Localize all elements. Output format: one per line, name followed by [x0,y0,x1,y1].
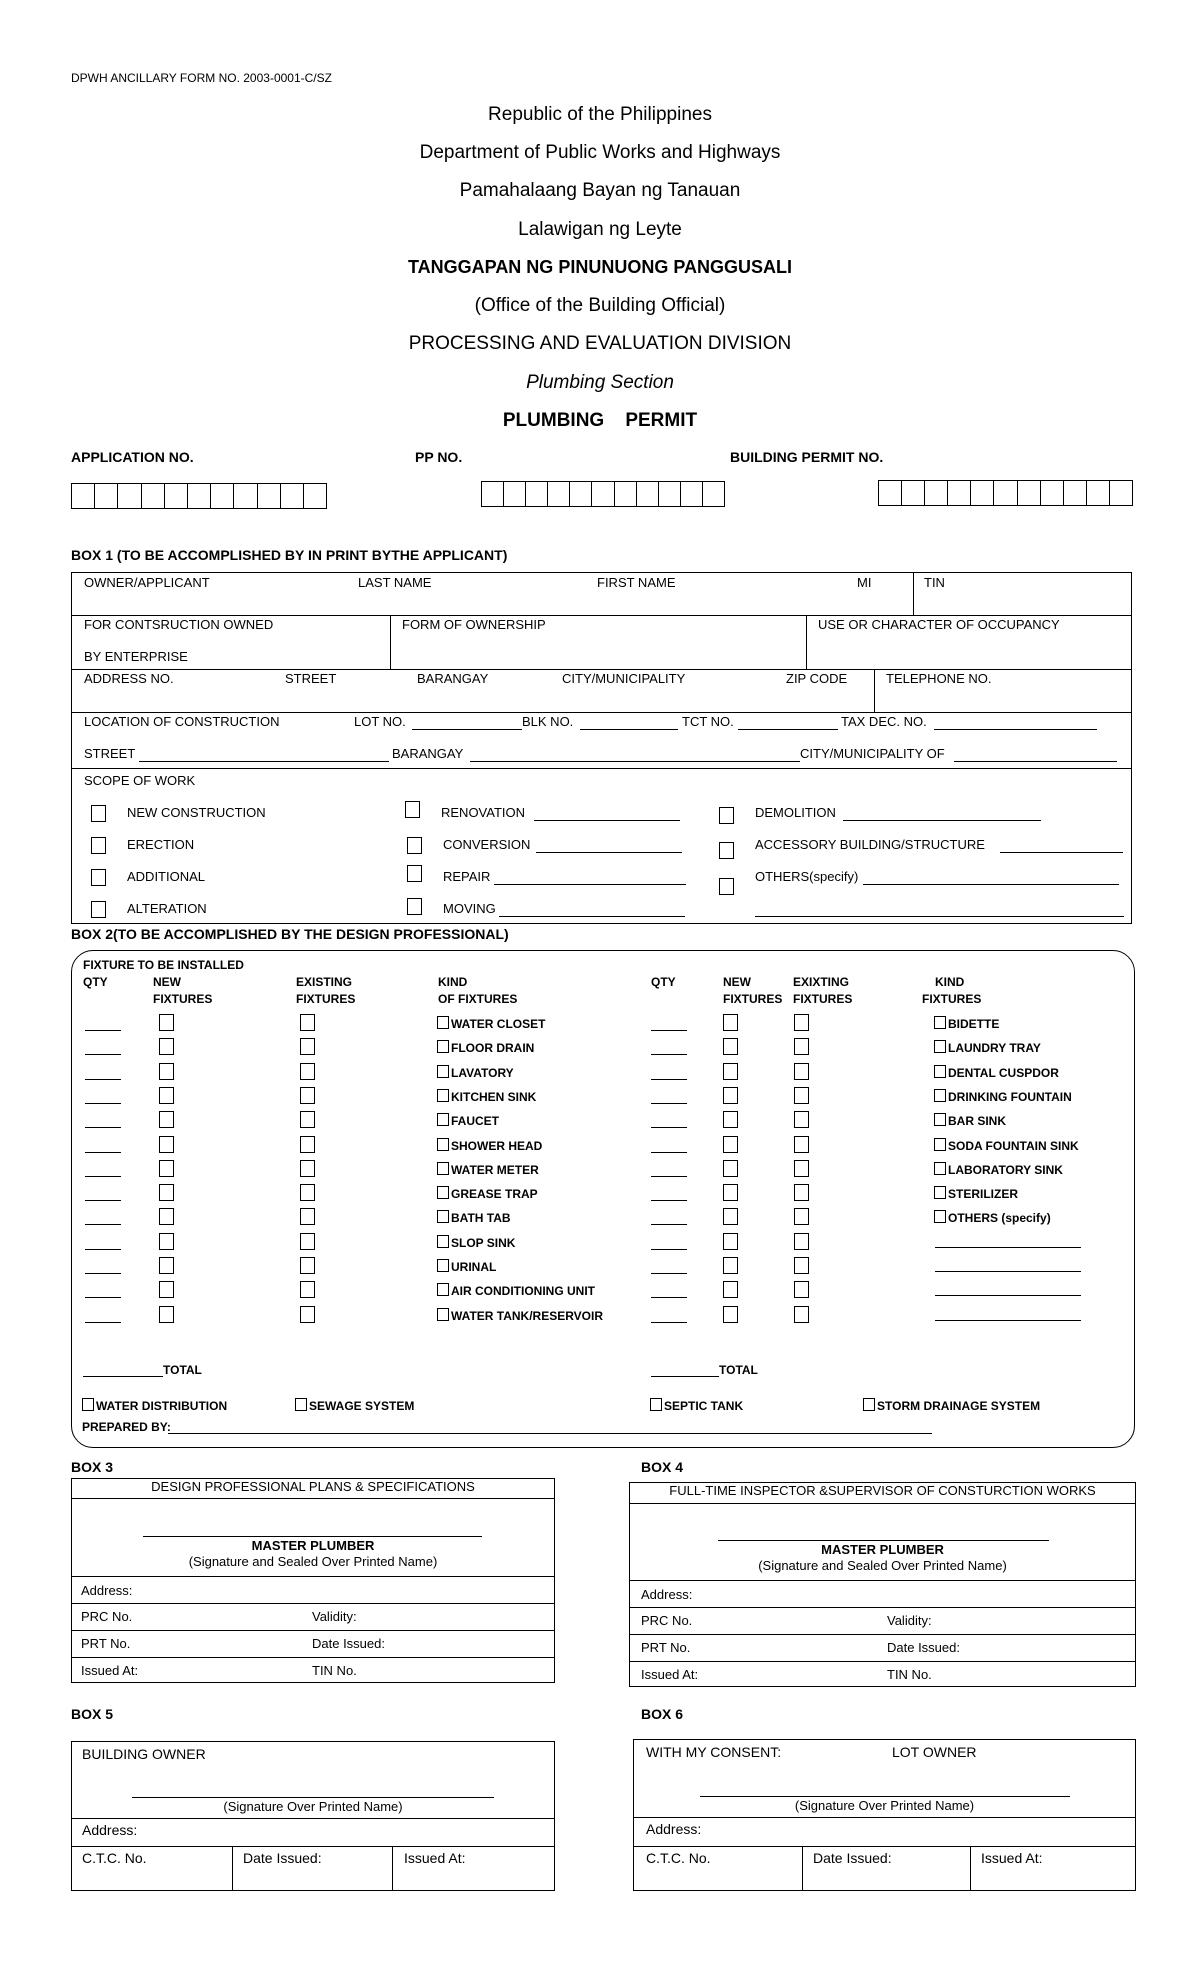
box4-prt-label: PRT No. [641,1640,691,1655]
others-specify-line[interactable] [935,1320,1081,1321]
fixture-kind-checkbox[interactable] [437,1162,449,1175]
scope-option-label: ALTERATION [127,901,207,916]
existing-fixture-checkbox[interactable] [794,1087,809,1104]
box5-signature-caption: (Signature Over Printed Name) [223,1799,403,1814]
existing-fixture-checkbox[interactable] [794,1208,809,1225]
telephone-label: TELEPHONE NO. [886,671,992,686]
new-fixture-checkbox[interactable] [723,1281,738,1298]
box6-signature-line[interactable] [700,1796,1070,1797]
fixture-kind[interactable] [934,1138,1079,1153]
box5-issued-at-label: Issued At: [404,1850,466,1866]
fixture-kind-checkbox[interactable] [437,1210,449,1223]
qty-field[interactable] [85,1176,121,1177]
box6-frame [633,1739,1136,1891]
scope-option-label: DEMOLITION [755,805,836,820]
box6-label: BOX 6 [641,1706,684,1722]
scope-of-work-label: SCOPE OF WORK [84,773,196,788]
qty-field[interactable] [651,1079,687,1080]
new-fixture-checkbox[interactable] [159,1111,174,1128]
total-field-right[interactable] [651,1376,719,1377]
additional-checkbox[interactable] [91,869,106,886]
fixture-kind-checkbox[interactable] [934,1138,946,1151]
box5-address-label: Address: [82,1822,138,1838]
water-distribution-checkbox[interactable] [82,1398,94,1411]
fixture-kind[interactable] [934,1162,1063,1177]
fixture-kind-label: STERILIZER [948,1187,1019,1201]
fixture-kind-checkbox[interactable] [934,1016,946,1029]
form-number: DPWH ANCILLARY FORM NO. 2003-0001-C/SZ [71,71,332,85]
header-municipality: Pamahalaang Bayan ng Tanauan [459,180,741,201]
fixture-kind-label: LAUNDRY TRAY [948,1041,1041,1055]
kind-header: KIND [438,975,468,989]
new-fixture-checkbox[interactable] [723,1014,738,1031]
fixture-kind[interactable] [934,1186,1018,1201]
existing-fixture-checkbox[interactable] [300,1014,315,1031]
new-fixture-checkbox[interactable] [159,1063,174,1080]
qty-field[interactable] [85,1249,121,1250]
alteration-checkbox[interactable] [91,901,106,918]
scope-option-label: REPAIR [443,869,491,884]
building-permit-no-field[interactable] [878,480,1133,506]
header-department: Department of Public Works and Highways [419,142,781,163]
existing-fixture-checkbox[interactable] [794,1233,809,1250]
street-label: STREET [285,671,337,686]
city-of-field[interactable] [954,761,1117,762]
scope-option-label: OTHERS(specify) [755,869,859,884]
fixture-kind-checkbox[interactable] [437,1283,449,1296]
box3-prc-label: PRC No. [81,1609,133,1624]
application-no-label: APPLICATION NO. [71,449,194,465]
new-fixture-checkbox[interactable] [723,1038,738,1055]
new-fixture-checkbox[interactable] [159,1184,174,1201]
box1-title: BOX 1 (TO BE ACCOMPLISHED BY IN PRINT BYTHE APPLICANT) [71,547,508,563]
scope-option-label: RENOVATION [441,805,526,820]
barangay-label: BARANGAY [417,671,489,686]
qty-field[interactable] [651,1297,687,1298]
fixture-kind-label: URINAL [451,1260,497,1274]
storm-drainage-option[interactable] [863,1398,1040,1413]
lot-no-field[interactable] [412,729,522,730]
septic-tank-checkbox[interactable] [650,1398,662,1411]
conversion-checkbox[interactable] [407,837,422,854]
existing-fixture-checkbox[interactable] [794,1136,809,1153]
qty-field[interactable] [85,1054,121,1055]
new-fixture-checkbox[interactable] [723,1111,738,1128]
fixture-kind-checkbox[interactable] [437,1308,449,1321]
existing-fixture-checkbox[interactable] [794,1257,809,1274]
existing-fixture-checkbox[interactable] [300,1087,315,1104]
new-fixture-checkbox[interactable] [723,1136,738,1153]
box4-address-label: Address: [641,1587,693,1602]
new-fixture-checkbox[interactable] [723,1306,738,1323]
erection-checkbox[interactable] [91,837,106,854]
fixture-kind[interactable] [437,1016,545,1031]
qty-field[interactable] [85,1030,121,1031]
existing-fixture-checkbox[interactable] [300,1038,315,1055]
fixture-kind[interactable] [437,1065,514,1080]
tct-no-label: TCT NO. [682,714,734,729]
box3-prt-label: PRT No. [81,1636,131,1651]
fixture-kind-label: SHOWER HEAD [451,1139,543,1153]
existing-fixture-checkbox[interactable] [300,1184,315,1201]
box5-frame [71,1741,555,1891]
page-title: PLUMBING PERMIT [502,410,698,431]
fixture-kind-label: BIDETTE [948,1017,1000,1031]
existing-fixture-checkbox[interactable] [794,1184,809,1201]
pp-no-label: PP NO. [415,449,463,465]
fixture-kind[interactable] [437,1162,539,1177]
fixture-kind-label: DRINKING FOUNTAIN [948,1090,1072,1104]
box3-title: DESIGN PROFESSIONAL PLANS & SPECIFICATIONS [151,1479,475,1494]
new-fixtures-header-right: FIXTURES [723,992,783,1006]
sewage-system-checkbox[interactable] [295,1398,307,1411]
existing-fixture-checkbox[interactable] [794,1111,809,1128]
fixture-kind-label: WATER METER [451,1163,539,1177]
accessory-building-checkbox[interactable] [719,842,734,859]
box4-validity-label: Validity: [887,1613,932,1628]
new-fixture-checkbox[interactable] [159,1087,174,1104]
new-fixture-checkbox[interactable] [159,1208,174,1225]
location-of-construction-label: LOCATION OF CONSTRUCTION [84,714,280,729]
existing-fixture-checkbox[interactable] [300,1111,315,1128]
box4-frame [629,1482,1136,1687]
fixture-kind[interactable] [934,1065,1059,1080]
fixture-kind-label: KITCHEN SINK [451,1090,537,1104]
new-fixture-checkbox[interactable] [159,1014,174,1031]
fixture-kind[interactable] [437,1308,603,1323]
fixture-kind-label: BATH TAB [451,1211,511,1225]
fixture-kind-label: FAUCET [451,1114,499,1128]
fixture-kind-checkbox[interactable] [437,1138,449,1151]
header-republic: Republic of the Philippines [488,104,712,125]
existing-fixture-checkbox[interactable] [300,1281,315,1298]
box4-label: BOX 4 [641,1459,684,1475]
total-label-right: TOTAL [719,1363,758,1377]
existing-fixture-checkbox[interactable] [300,1136,315,1153]
new-fixture-checkbox[interactable] [723,1233,738,1250]
barangay2-label: BARANGAY [392,746,464,761]
new-fixture-checkbox[interactable] [159,1038,174,1055]
existing-fixture-checkbox[interactable] [300,1233,315,1250]
fixture-kind[interactable] [437,1138,542,1153]
qty-field[interactable] [85,1103,121,1104]
box5-date-issued-label: Date Issued: [243,1850,322,1866]
fixture-kind-checkbox[interactable] [437,1089,449,1102]
fixture-kind-label: FLOOR DRAIN [451,1041,535,1055]
qty-field[interactable] [651,1224,687,1225]
box6-signature-caption: (Signature Over Printed Name) [794,1798,975,1813]
fixture-kind[interactable] [437,1186,538,1201]
box6-issued-at-label: Issued At: [981,1850,1043,1866]
fixture-kind-label: LABORATORY SINK [948,1163,1063,1177]
others-specify-line[interactable] [935,1271,1081,1272]
qty-field[interactable] [651,1030,687,1031]
existing-fixture-checkbox[interactable] [794,1038,809,1055]
scope-option-label: CONVERSION [443,837,531,852]
lot-owner-label: LOT OWNER [892,1744,977,1760]
fixture-kind[interactable] [437,1235,515,1250]
new-fixture-checkbox[interactable] [159,1257,174,1274]
box4-tin-label: TIN No. [887,1667,932,1682]
existing-header: EXISTING [296,975,353,989]
kind-header-right: KIND [935,975,965,989]
fixture-kind[interactable] [437,1259,496,1274]
box3-frame [71,1478,555,1683]
fixture-kind-label: DENTAL CUSPDOR [948,1066,1059,1080]
box3-date-issued-label: Date Issued: [312,1636,385,1651]
box4-prc-label: PRC No. [641,1613,693,1628]
box4-date-issued-label: Date Issued: [887,1640,960,1655]
existing-fixture-checkbox[interactable] [300,1160,315,1177]
box3-signature-line[interactable] [143,1536,482,1537]
existing-fixture-checkbox[interactable] [300,1306,315,1323]
existing-fixture-checkbox[interactable] [794,1063,809,1080]
qty-header: QTY [83,975,108,989]
others-checkbox[interactable] [719,878,734,895]
fixture-kind-label: BAR SINK [948,1114,1007,1128]
fixture-kind-checkbox[interactable] [934,1113,946,1126]
qty-field[interactable] [651,1152,687,1153]
fixture-kind-label: WATER TANK/RESERVOIR [451,1309,604,1323]
mi-label: MI [857,575,872,590]
prepared-by-field[interactable] [168,1433,932,1434]
fixture-kind[interactable] [934,1113,1006,1128]
new-fixture-checkbox[interactable] [159,1160,174,1177]
address-no-label: ADDRESS NO. [84,671,174,686]
repair-checkbox[interactable] [407,865,422,882]
fixture-kind[interactable] [437,1210,511,1225]
box4-signature-line[interactable] [718,1540,1049,1541]
box4-signature-caption: (Signature and Sealed Over Printed Name) [758,1558,1007,1573]
box6-ctc-label: C.T.C. No. [646,1850,711,1866]
fixture-kind-label: LAVATORY [451,1066,514,1080]
fixture-kind-label: AIR CONDITIONING UNIT [451,1284,595,1298]
qty-field[interactable] [651,1322,687,1323]
new-fixture-checkbox[interactable] [723,1257,738,1274]
fixture-kind-checkbox[interactable] [437,1040,449,1053]
box3-tin-label: TIN No. [312,1663,357,1678]
total-label-left: TOTAL [163,1363,202,1377]
fixture-kind-checkbox[interactable] [437,1113,449,1126]
renovation-checkbox[interactable] [405,801,420,818]
fixture-kind-checkbox[interactable] [437,1235,449,1248]
septic-tank-option[interactable] [650,1398,743,1413]
new-fixture-checkbox[interactable] [159,1136,174,1153]
fixture-kind-checkbox[interactable] [437,1259,449,1272]
storm-drainage-checkbox[interactable] [863,1398,875,1411]
kind-of-fixtures-header: OF FIXTURES [438,992,518,1006]
existing-fixture-checkbox[interactable] [300,1063,315,1080]
box4-issued-at-label: Issued At: [641,1667,699,1682]
existing-fixture-checkbox[interactable] [300,1208,315,1225]
fixture-kind-checkbox[interactable] [934,1040,946,1053]
fixture-kind-checkbox[interactable] [934,1210,946,1223]
fixture-kind-checkbox[interactable] [437,1016,449,1029]
box5-ctc-label: C.T.C. No. [82,1850,147,1866]
qty-field[interactable] [651,1054,687,1055]
header-section: Plumbing Section [526,372,674,393]
qty-field[interactable] [651,1127,687,1128]
sewage-system-label: SEWAGE SYSTEM [309,1399,415,1413]
owner-applicant-label: OWNER/APPLICANT [84,575,210,590]
scope-option-label: ERECTION [127,837,195,852]
fixture-kind-label: OTHERS (specify) [948,1211,1051,1225]
qty-field[interactable] [651,1273,687,1274]
box3-signature-caption: (Signature and Sealed Over Printed Name) [188,1554,438,1569]
existing-fixture-checkbox[interactable] [794,1281,809,1298]
fixture-kind[interactable] [437,1040,534,1055]
new-fixture-checkbox[interactable] [723,1184,738,1201]
water-distribution-label: WATER DISTRIBUTION [96,1399,228,1413]
existing-fixture-checkbox[interactable] [794,1306,809,1323]
moving-checkbox[interactable] [407,898,422,915]
sewage-system-option[interactable] [295,1398,414,1413]
box3-address-label: Address: [81,1583,133,1598]
water-distribution-option[interactable] [82,1398,227,1413]
for-construction-label: FOR CONTSRUCTION OWNED [84,617,274,632]
qty-field[interactable] [651,1103,687,1104]
box3-issued-at-label: Issued At: [81,1663,139,1678]
qty-field[interactable] [85,1297,121,1298]
last-name-label: LAST NAME [358,575,432,590]
new-fixtures-header: FIXTURES [153,992,213,1006]
form-of-ownership-label: FORM OF OWNERSHIP [402,617,546,632]
existing-fixture-checkbox[interactable] [794,1160,809,1177]
blk-no-label: BLK NO. [522,714,574,729]
box6-address-label: Address: [646,1821,702,1837]
exixting-header-right: EXIXTING [793,975,850,989]
fixture-kind-label: SODA FOUNTAIN SINK [948,1139,1079,1153]
box2-title: BOX 2(TO BE ACCOMPLISHED BY THE DESIGN PROFESSIONAL) [71,926,509,942]
qty-header-right: QTY [651,975,676,989]
fixture-kind-label: GREASE TRAP [451,1187,538,1201]
others-specify-line[interactable] [935,1295,1081,1296]
existing-fixtures-header: FIXTURES [296,992,356,1006]
new-fixture-checkbox[interactable] [159,1281,174,1298]
others-specify-field[interactable] [755,916,1124,917]
scope-option-label: MOVING [443,901,496,916]
box3-label: BOX 3 [71,1459,114,1475]
city-of-label: CITY/MUNICIPALITY OF [800,746,945,761]
by-enterprise-label: BY ENTERPRISE [84,649,188,664]
exixting-fixtures-header-right: FIXTURES [793,992,853,1006]
fixture-kind[interactable] [934,1089,1072,1104]
fixture-kind-checkbox[interactable] [437,1065,449,1078]
use-occupancy-label: USE OR CHARACTER OF OCCUPANCY [818,617,1060,632]
qty-field[interactable] [651,1200,687,1201]
storm-drainage-label: STORM DRAINAGE SYSTEM [877,1399,1041,1413]
qty-field[interactable] [85,1127,121,1128]
new-fixture-checkbox[interactable] [159,1233,174,1250]
fixture-kind[interactable] [437,1089,536,1104]
zip-code-label: ZIP CODE [786,671,848,686]
barangay2-field[interactable] [470,761,800,762]
header-office-en: (Office of the Building Official) [474,295,726,316]
prepared-by-label: PREPARED BY: [82,1420,171,1434]
new-construction-checkbox[interactable] [91,805,106,822]
blk-no-field[interactable] [580,729,678,730]
header-office: TANGGAPAN NG PINUNUONG PANGGUSALI [407,257,792,277]
with-my-consent-label: WITH MY CONSENT: [646,1744,782,1760]
box4-title: FULL-TIME INSPECTOR &SUPERVISOR OF CONSTURCTION WORKS [669,1483,1096,1498]
street2-field[interactable] [139,761,389,762]
header-division: PROCESSING AND EVALUATION DIVISION [408,333,792,354]
pp-no-field[interactable] [481,481,725,507]
scope-option-label: ADDITIONAL [127,869,206,884]
new-fixture-checkbox[interactable] [159,1306,174,1323]
tax-dec-no-label: TAX DEC. NO. [841,714,927,729]
qty-field[interactable] [651,1249,687,1250]
new-header-right: NEW [723,975,751,989]
new-fixture-checkbox[interactable] [723,1208,738,1225]
new-fixture-checkbox[interactable] [723,1063,738,1080]
lot-no-label: LOT NO. [354,714,406,729]
building-permit-no-label: BUILDING PERMIT NO. [730,449,884,465]
scope-option-label: NEW CONSTRUCTION [127,805,266,820]
tin-label: TIN [924,575,945,590]
kind-fixtures-header-right: FIXTURES [922,992,982,1006]
street2-label: STREET [84,746,136,761]
new-header: NEW [153,975,181,989]
first-name-label: FIRST NAME [597,575,676,590]
box5-signature-line[interactable] [132,1797,494,1798]
header-province: Lalawigan ng Leyte [518,219,682,240]
box3-validity-label: Validity: [312,1609,357,1624]
qty-field[interactable] [85,1152,121,1153]
new-fixture-checkbox[interactable] [723,1087,738,1104]
fixture-kind-checkbox[interactable] [934,1065,946,1078]
fixture-kind-checkbox[interactable] [934,1089,946,1102]
tax-dec-no-field[interactable] [934,729,1097,730]
fixture-kind-checkbox[interactable] [437,1186,449,1199]
qty-field[interactable] [651,1176,687,1177]
qty-field[interactable] [85,1273,121,1274]
existing-fixture-checkbox[interactable] [794,1014,809,1031]
qty-field[interactable] [85,1322,121,1323]
fixture-kind[interactable] [437,1113,499,1128]
box3-role: MASTER PLUMBER [251,1538,375,1553]
scope-option-label: ACCESSORY BUILDING/STRUCTURE [755,837,985,852]
demolition-checkbox[interactable] [719,807,734,824]
septic-tank-label: SEPTIC TANK [664,1399,744,1413]
fixture-header: FIXTURE TO BE INSTALLED [83,958,244,972]
application-no-field[interactable] [71,483,327,509]
box4-role: MASTER PLUMBER [821,1542,944,1557]
fixture-kind-checkbox[interactable] [934,1186,946,1199]
city-municipality-label: CITY/MUNICIPALITY [562,671,686,686]
fixture-kind-checkbox[interactable] [934,1162,946,1175]
fixture-kind[interactable] [934,1210,1051,1225]
qty-field[interactable] [85,1200,121,1201]
fixture-kind[interactable] [934,1016,999,1031]
existing-fixture-checkbox[interactable] [300,1257,315,1274]
fixture-kind-label: SLOP SINK [451,1236,516,1250]
new-fixture-checkbox[interactable] [723,1160,738,1177]
building-owner-label: BUILDING OWNER [82,1746,206,1762]
others-specify-line[interactable] [935,1247,1081,1248]
fixture-kind[interactable] [934,1040,1041,1055]
fixture-kind[interactable] [437,1283,595,1298]
box5-label: BOX 5 [71,1706,114,1722]
qty-field[interactable] [85,1224,121,1225]
tct-no-field[interactable] [738,729,838,730]
box6-date-issued-label: Date Issued: [813,1850,892,1866]
qty-field[interactable] [85,1079,121,1080]
total-field-left[interactable] [83,1376,163,1377]
fixture-kind-label: WATER CLOSET [451,1017,546,1031]
